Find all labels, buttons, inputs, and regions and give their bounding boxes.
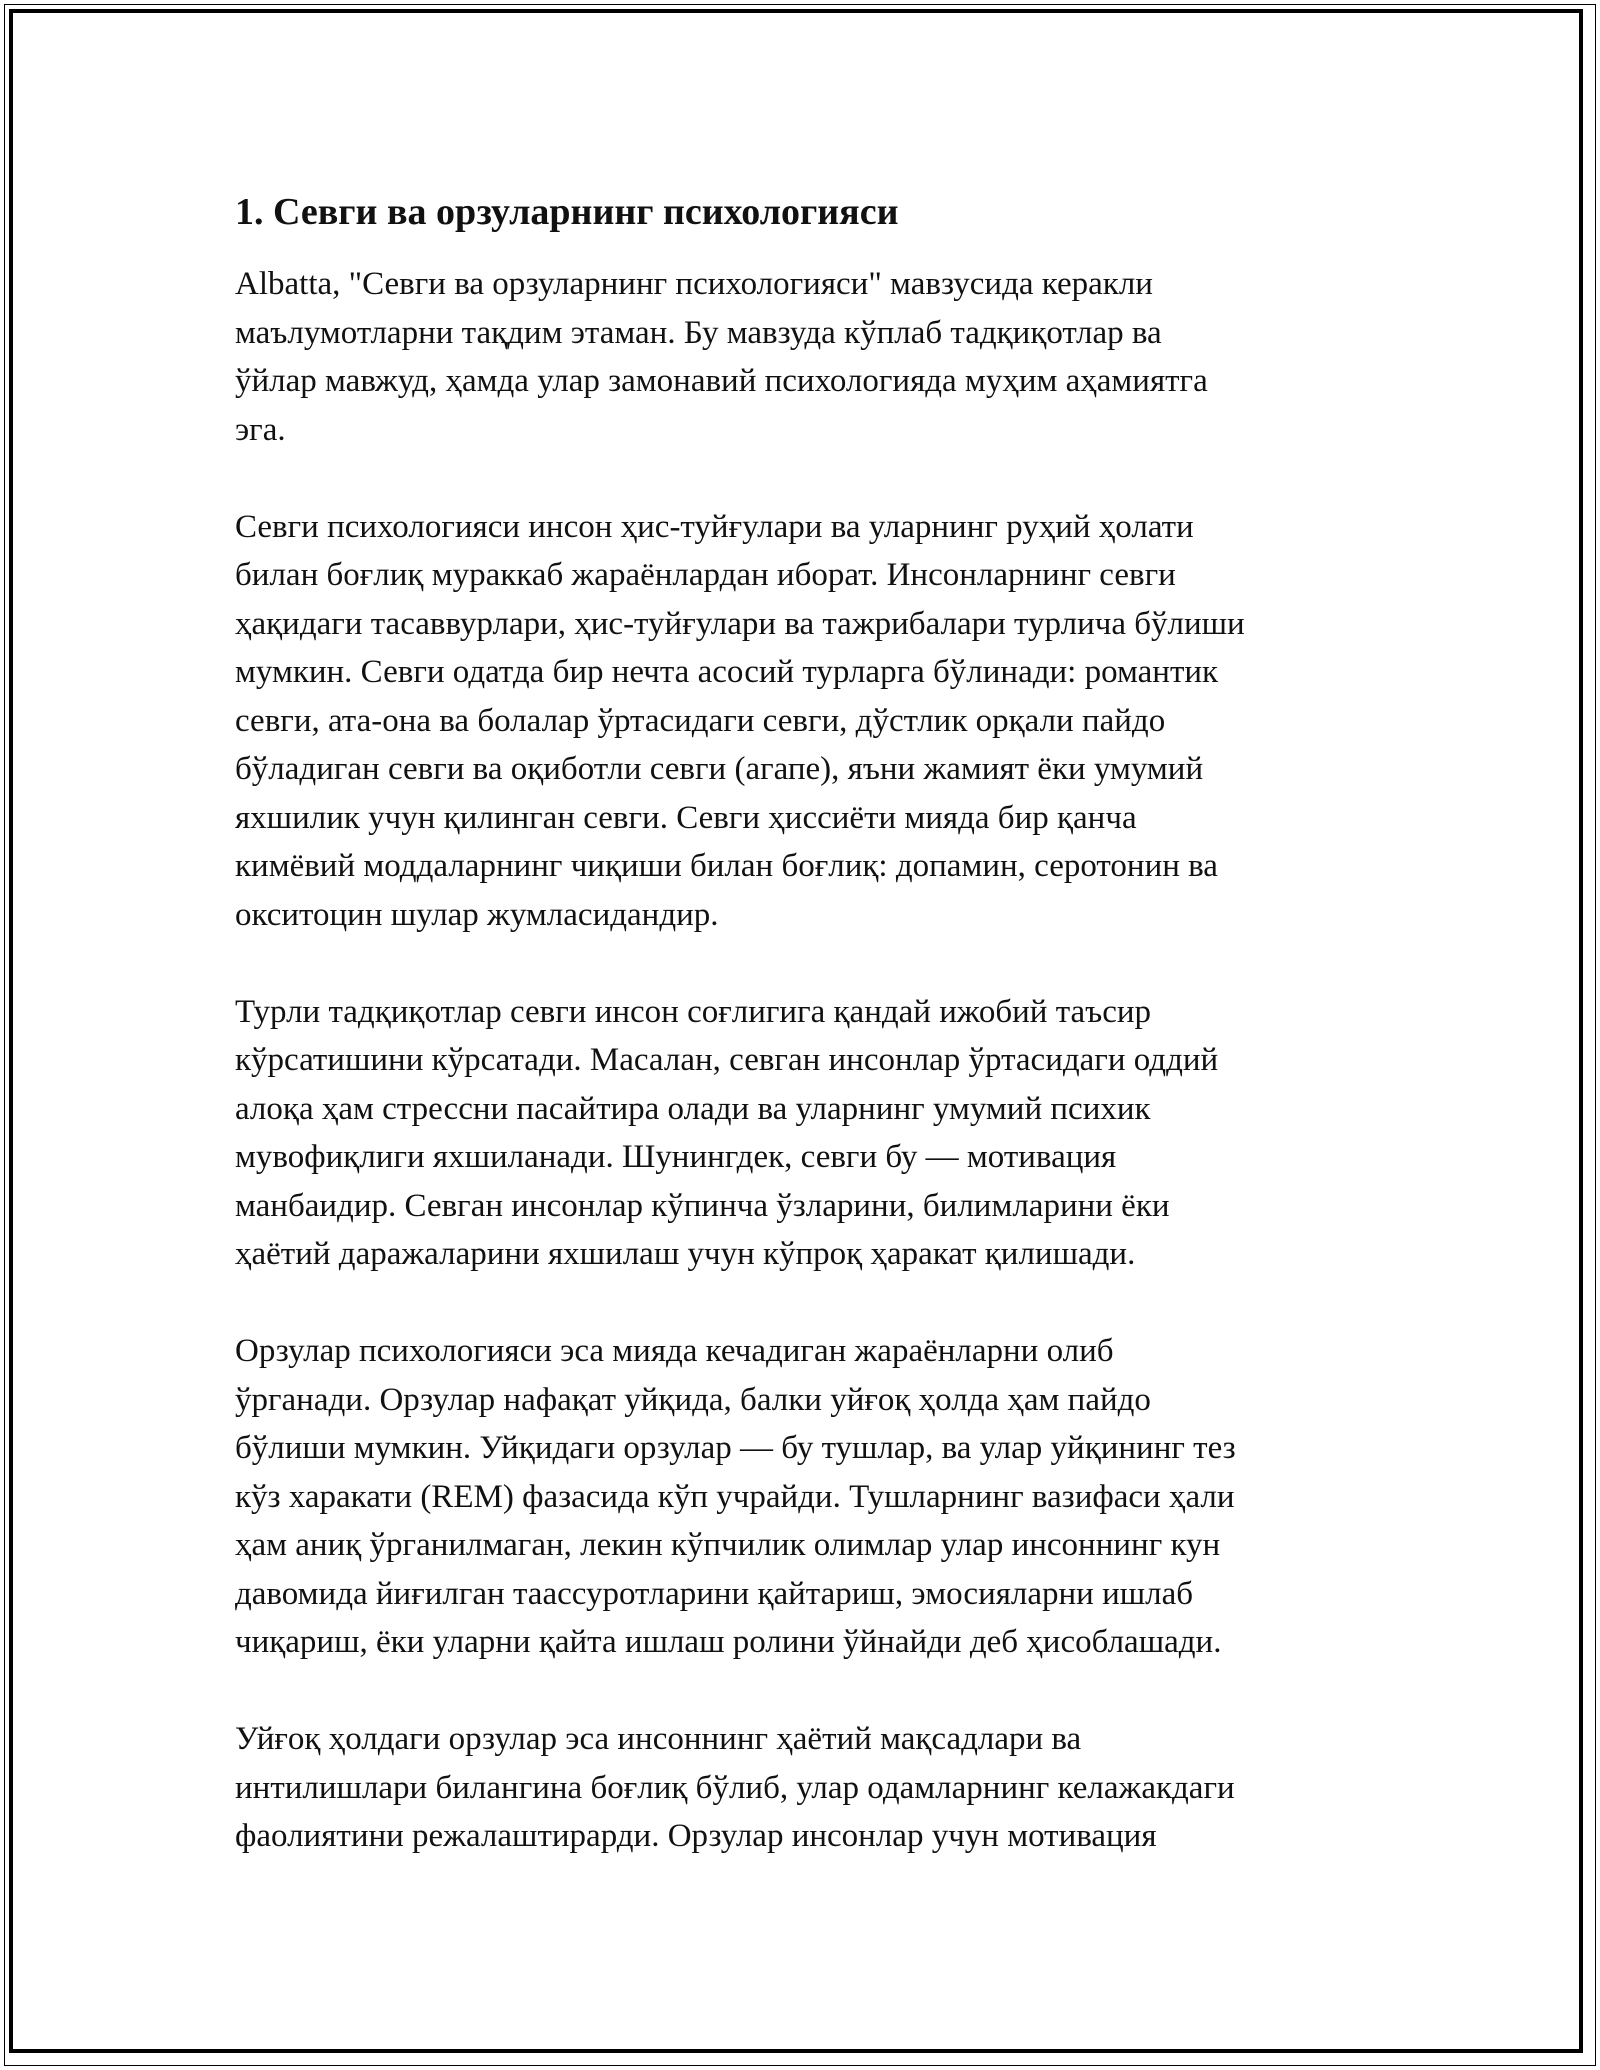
paragraph-line: ўрганади. Орзулар нафақат уйқида, балки уйғоқ ҳолда ҳам пайдо	[235, 1381, 1151, 1418]
paragraph	[235, 260, 1385, 454]
paragraph-line: ўйлар мавжуд, ҳамда улар замонавий психологияда муҳим аҳамиятга	[235, 363, 1208, 399]
paragraph-line: фаолиятини режалаштирарди. Орзулар инсонлар учун мотивация	[235, 1818, 1157, 1854]
paragraph-line: билан боғлиқ мураккаб жараёнлардан иборат. Инсонларнинг севги	[235, 557, 1176, 593]
paragraph-line: кўз харакати (REM) фазасида кўп учрайди. Тушларнинг вазифаси ҳали	[235, 1478, 1235, 1515]
paragraph-line: манбаидир. Севган инсонлар кўпинча ўзларини, билимларини ёки	[235, 1187, 1170, 1224]
paragraph-line: чиқариш, ёки уларни қайта ишлаш ролини ўйнайди деб ҳисоблашади.	[235, 1624, 1222, 1660]
paragraph	[235, 1715, 1385, 1861]
paragraph-line: Albatta, "Севги ва орзуларнинг психологияси" мавзусида керакли	[235, 266, 1153, 302]
paragraph-line: бўладиган севги ва оқиботли севги (агапе), яъни жамият ёки умумий	[235, 751, 1204, 787]
paragraph-line: давомида йиғилган таассуротларини қайтариш, эмосияларни ишлаб	[235, 1575, 1194, 1612]
paragraph-line: маълумотларни тақдим этаман. Бу мавзуда кўплаб тадқиқотлар ва	[235, 314, 1162, 351]
document-body	[235, 188, 1385, 1909]
paragraph-line: Орзулар психологияси эса мияда кечадиган жараёнларни олиб	[235, 1333, 1114, 1369]
paragraph-line: бўлиши мумкин. Уйқидаги орзулар — бу тушлар, ва улар уйқининг тез	[235, 1430, 1236, 1466]
paragraph-list	[235, 260, 1385, 1861]
paragraph-line: интилишлари билангина боғлиқ бўлиб, улар одамларнинг келажакдаги	[235, 1769, 1235, 1806]
paragraph	[235, 503, 1385, 940]
paragraph-line: Севги психологияси инсон ҳис-туйғулари ва уларнинг руҳий ҳолати	[235, 508, 1194, 545]
paragraph-line: мумкин. Севги одатда бир нечта асосий турларга бўлинади: романтик	[235, 654, 1219, 690]
paragraph-line: алоқа ҳам стрессни пасайтира олади ва уларнинг умумий психик	[235, 1090, 1151, 1127]
paragraph-line: ҳақидаги тасаввурлари, ҳис-туйғулари ва тажрибалари турлича бўлиши	[235, 605, 1245, 642]
paragraph-line: кимёвий моддаларнинг чиқиши билан боғлиқ: допамин, серотонин ва	[235, 848, 1218, 884]
paragraph-line: эга.	[235, 411, 286, 448]
paragraph-line: Турли тадқиқотлар севги инсон соғлигига қандай ижобий таъсир	[235, 993, 1152, 1030]
paragraph	[235, 1327, 1385, 1667]
paragraph-line: мувофиқлиги яхшиланади. Шунингдек, севги бу — мотивация	[235, 1139, 1117, 1175]
paragraph-line: ҳам аниқ ўрганилмаган, лекин кўпчилик олимлар улар инсоннинг кун	[235, 1527, 1221, 1563]
paragraph-line: Уйғоқ ҳолдаги орзулар эса инсоннинг ҳаётий мақсадлари ва	[235, 1721, 1082, 1757]
paragraph-line: окситоцин шулар жумласидандир.	[235, 896, 719, 933]
paragraph-line: яхшилик учун қилинган севги. Севги ҳиссиёти мияда бир қанча	[235, 799, 1137, 836]
document-title: 1. Севги ва орзуларнинг психологияси	[235, 191, 899, 233]
paragraph-line: ҳаётий даражаларини яхшилаш учун кўпроқ ҳаракат қилишади.	[235, 1236, 1136, 1272]
paragraph-line: севги, ата-она ва болалар ўртасидаги севги, дўстлик орқали пайдо	[235, 702, 1166, 739]
paragraph	[235, 988, 1385, 1279]
paragraph-line: кўрсатишини кўрсатади. Масалан, севган инсонлар ўртасидаги оддий	[235, 1042, 1219, 1078]
